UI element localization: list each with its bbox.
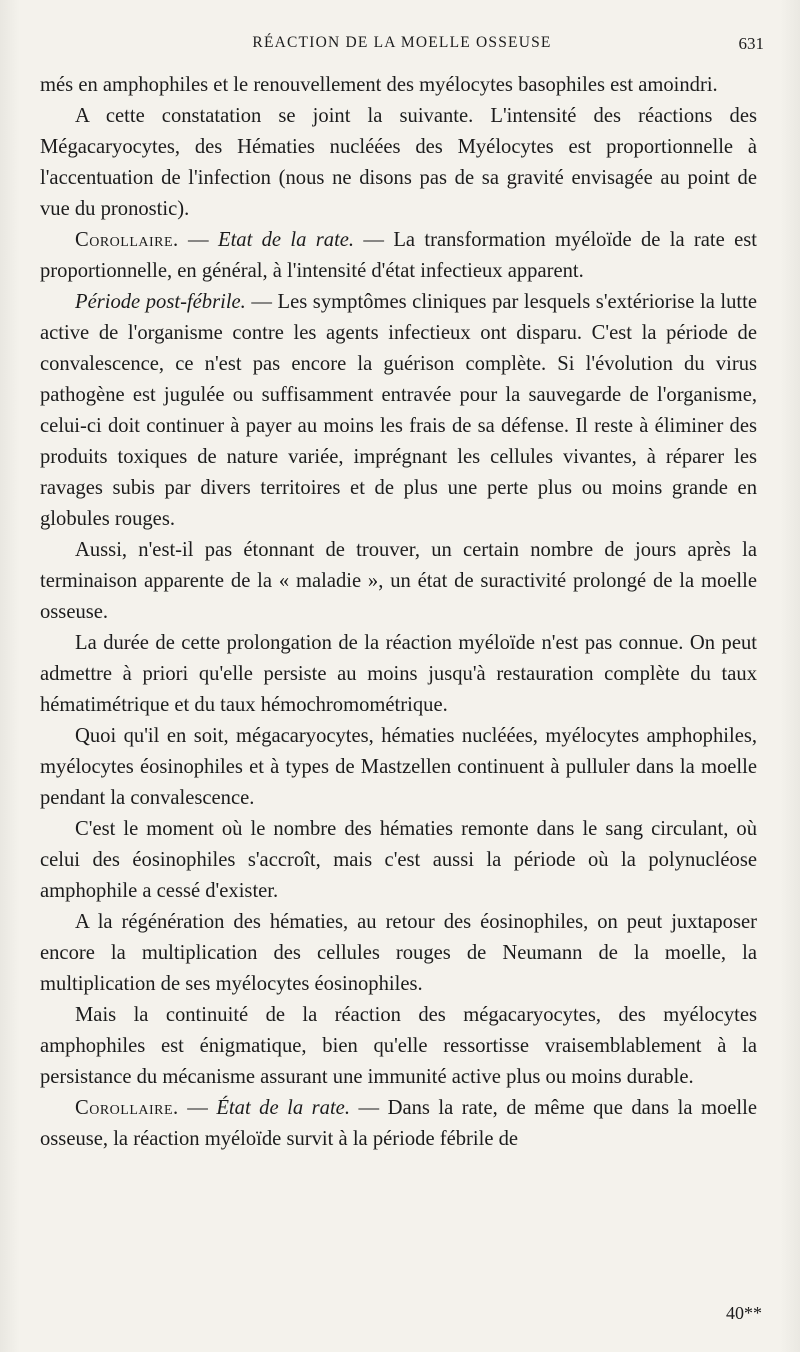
page-header bbox=[40, 34, 764, 58]
paragraph: Mais la continuité de la réaction des mégacaryocytes, des myélocytes amphophiles est énigmatique, bien qu'elle ressortisse vraisemblablement à la persistance du mécanisme assurant une immunité active plus ou moins durable. bbox=[40, 1004, 757, 1088]
paragraph: Corollaire. — Etat de la rate. — La transformation myéloïde de la rate est proportionnelle, en général, à l'intensité d'état infectieux apparent. bbox=[40, 229, 757, 282]
corollary-label: Corollaire. bbox=[75, 229, 179, 251]
paragraph: La durée de cette prolongation de la réaction myéloïde n'est pas connue. On peut admettre à priori qu'elle persiste au moins jusqu'à restauration complète du taux hématimétrique et du taux hémochromométrique. bbox=[40, 632, 757, 716]
body-text bbox=[40, 70, 757, 1155]
paragraph: Corollaire. — État de la rate. — Dans la rate, de même que dans la moelle osseuse, la réaction myéloïde survit à la période fébrile de bbox=[40, 1097, 758, 1150]
paragraph: més en amphophiles et le renouvellement des myélocytes basophiles est amoindri. bbox=[40, 74, 718, 96]
paragraph: Quoi qu'il en soit, mégacaryocytes, hématies nucléées, myélocytes amphophiles, myélocytes éosinophiles et à types de Mastzellen continuent à pulluler dans la moelle pendant la convalescence. bbox=[40, 725, 757, 809]
section-heading: Période post-fébrile. bbox=[75, 291, 246, 313]
signature-mark: 40** bbox=[726, 1303, 762, 1323]
section-heading: Etat de la rate. bbox=[217, 229, 355, 251]
page-number: 631 bbox=[738, 34, 764, 53]
running-title: RÉACTION DE LA MOELLE OSSEUSE bbox=[252, 34, 552, 51]
corollary-label: Corollaire. bbox=[75, 1097, 179, 1119]
paragraph: Période post-fébrile. — Les symptômes cliniques par lesquels s'extériorise la lutte active de l'organisme contre les agents infectieux ont disparu. C'est la période de convalescence, ce n'est pas encore la guérison complète. Si l'évolution du virus pathogène est jugulée ou suffisamment entravée pour la sauvegarde de l'organisme, celui-ci doit continuer à payer au moins les frais de sa défense. Il reste à éliminer des produits toxiques de nature variée, imprégnant les cellules vivantes, à réparer les ravages subis par divers territoires et de plus une perte plus ou moins grande en globules rouges. bbox=[40, 291, 758, 530]
paragraph: Aussi, n'est-il pas étonnant de trouver, un certain nombre de jours après la terminaison apparente de la « maladie », un état de suractivité prolongé de la moelle osseuse. bbox=[40, 539, 757, 623]
paragraph: C'est le moment où le nombre des hématies remonte dans le sang circulant, où celui des éosinophiles s'accroît, mais c'est aussi la période où la polynucléose amphophile a cessé d'exister. bbox=[40, 818, 757, 902]
paragraph: A cette constatation se joint la suivante. L'intensité des réactions des Mégacaryocytes, des Hématies nucléées des Myélocytes est proportionnelle à l'accentuation de l'infection (nous ne disons pas de sa gravité envisagée au point de vue du pronostic). bbox=[40, 105, 757, 220]
section-heading: État de la rate. bbox=[216, 1097, 350, 1119]
paragraph: A la régénération des hématies, au retour des éosinophiles, on peut juxtaposer encore la multiplication des cellules rouges de Neumann de la moelle, la multiplication de ses myélocytes éosinophiles. bbox=[40, 911, 757, 995]
